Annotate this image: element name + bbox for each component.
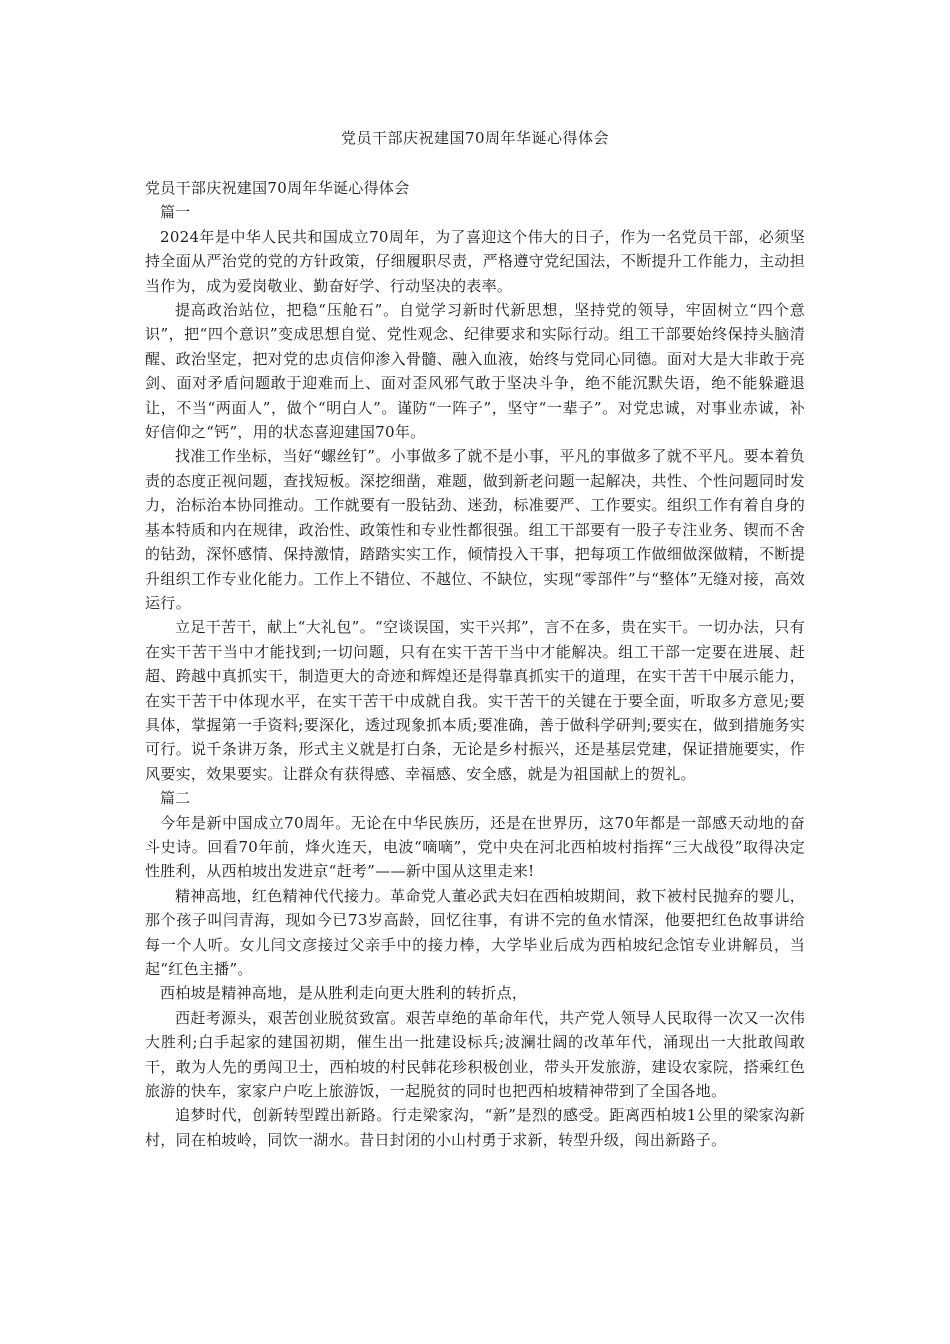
- paragraph: 提高政治站位，把稳“压舱石”。自觉学习新时代新思想，坚持党的领导，牢固树立“四个意识”，把“四个意识”变成思想自觉、党性观念、纪律要求和实际行动。组工干部要始终保持头脑清醒、政治坚定，把对党的忠贞信仰渗入骨髓、融入血液，始终与党同心同德。面对大是大非敢于亮剑、面对矛盾问题敢于迎难而上、面对歪风邪气敢于坚决斗争，绝不能沉默失语，绝不能躲避退让，不当“两面人”，做个“明白人”。谨防“一阵子”，坚守“一辈子”。对党忠诚，对事业赤诚，补好信仰之“钙”，用的状态喜迎建国70年。: [145, 301, 805, 442]
- document-body: [145, 176, 805, 1152]
- paragraph: 找准工作坐标，当好“螺丝钉”。小事做多了就不是小事，平凡的事做多了就不平凡。要本着负责的态度正视问题，查找短板。深挖细凿，难题，做到新老问题一起解决，共性、个性问题同时发力，治标治本协同推动。工作就要有一股钻劲、迷劲，标准要严、工作要实。组织工作有着自身的基本特质和内在规律，政治性、政策性和专业性都很强。组工干部要有一股子专注业务、锲而不舍的钻劲，深怀感情、保持激情，踏踏实实工作，倾情投入干事，把每项工作做细做深做精，不断提升组织工作专业化能力。工作上不错位、不越位、不缺位，实现“零部件”与“整体”无缝对接，高效运行。: [145, 447, 805, 612]
- paragraph: 精神高地，红色精神代代接力。革命党人董必武夫妇在西柏坡期间，救下被村民抛弃的婴儿，那个孩子叫闫青海，现如今已73岁高龄，回忆往事，有讲不完的鱼水情深，他要把红色故事讲给每一个人听。女儿闫文彦接过父亲手中的接力棒，大学毕业后成为西柏坡纪念馆专业讲解员，当起“红色主播”。: [145, 886, 805, 978]
- paragraph: 西赶考源头，艰苦创业脱贫致富。艰苦卓绝的革命年代，共产党人领导人民取得一次又一次伟大胜利;白手起家的建国初期，催生出一批建设标兵;波澜壮阔的改革年代，涌现出一大批敢闯敢干，敢为人先的勇闯卫士，西柏坡的村民韩花珍积极创业，带头开发旅游，建设农家院，搭乘红色旅游的快车，家家户户吃上旅游饭，一起脱贫的同时也把西柏坡精神带到了全国各地。: [145, 1008, 805, 1101]
- paragraph: 2024年是中华人民共和国成立70周年，为了喜迎这个伟大的日子，作为一名党员干部，必须坚持全面从严治党的党的方针政策，仔细履职尽责，严格遵守党纪国法，不断提升工作能力，主动担当作为，成为爱岗敬业、勤奋好学、行动坚决的表率。: [145, 227, 805, 295]
- paragraph: 西柏坡是精神高地，是从胜利走向更大胜利的转折点，: [160, 984, 528, 1003]
- paragraph: 追梦时代，创新转型蹚出新路。行走梁家沟，“新”是烈的感受。距离西柏坡1公里的梁家沟新村，同在柏坡岭，同饮一湖水。昔日封闭的小山村勇于求新，转型升级，闯出新路子。: [145, 1106, 805, 1149]
- page-title: 党员干部庆祝建国70周年华诞心得体会: [340, 129, 610, 147]
- document-subtitle: 党员干部庆祝建国70周年华诞心得体会: [145, 179, 410, 197]
- paragraph: 立足干苦干，献上“大礼包”。“空谈误国，实干兴邦”，言不在多，贵在实干。一切办法，只有在实干苦干当中才能找到;一切问题，只有在实干苦干当中才能解决。组工干部一定要在进展、赶超、跨越中真抓实干，制造更大的奇迹和辉煌还是得靠真抓实干的道理，在实干苦干中展示能力，在实干苦干中体现水平，在实干苦干中成就自我。实干苦干的关键在于要全面，听取多方意见;要具体，掌握第一手资料;要深化，透过现象抓本质;要准确，善于做科学研判;要实在，做到措施务实可行。说千条讲万条，形式主义就是打白条，无论是乡村振兴，还是基层党建，保证措施要实，作风要实，效果要实。让群众有获得感、幸福感、安全感，就是为祖国献上的贺礼。: [145, 618, 805, 783]
- paragraph: 今年是新中国成立70周年。无论在中华民族历，还是在世界历，这70年都是一部感天动地的奋斗史诗。回看70年前，烽火连天，电波“嘀嘀”，党中央在河北西柏坡村指挥“三大战役”取得决定性胜利，从西柏坡出发进京“赶考”——新中国从这里走来!: [145, 813, 805, 881]
- section-label-1: 篇一: [160, 203, 191, 222]
- section-label-2: 篇二: [160, 789, 191, 808]
